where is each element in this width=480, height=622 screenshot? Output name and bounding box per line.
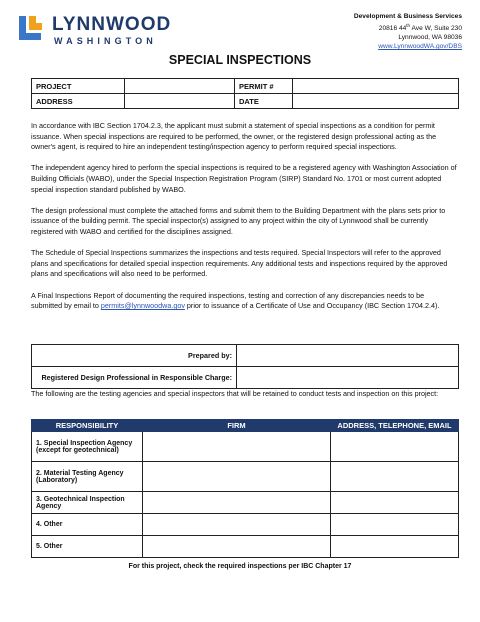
instructions-text [31,121,457,322]
prepared-by-table [31,344,459,389]
paragraph: The design professional must complete the attached forms and submit them to the Building Department with the plans sets prior to issuance of the building permit. The special inspector(s) assigned to any project within the city of Lynnwood shall be currently registered with WABO and certified for the disciplines assigned. [31,205,446,236]
address-telephone-email-field[interactable] [331,432,459,462]
prepared-by-field[interactable] [237,345,459,367]
final-report-text: A Final Inspections Report of documenting the required inspections, testing and correction of any discrepancies needs to be submitted by email to [31,290,425,311]
address-number: 20816 44 [378,25,407,33]
logo-name: LYNNWOOD [52,14,172,35]
department-address [282,21,462,33]
responsibility-table [31,419,459,558]
responsibility-cell [32,462,143,492]
date-label: DATE [235,94,293,109]
table-row [32,536,459,558]
header-responsibility: RESPONSIBILITY [32,420,143,432]
project-label: PROJECT [32,79,125,94]
paragraph: The Schedule of Special Inspections summarizes the inspections and tests required. Special Inspectors will refer to the approved plans and specifications for detailed special inspection requirements. Any additional tests and inspections required by the approved plans and specifications will also need to be performed. [31,248,448,279]
page-title: SPECIAL INSPECTIONS [168,53,312,67]
department-name: Development & Business Services [353,13,462,20]
permit-field[interactable] [293,79,459,94]
responsibility-label: 2. Material Testing Agency [36,469,124,477]
firm-field[interactable] [143,514,331,536]
logo-subtitle: WASHINGTON [54,36,157,46]
table-row [32,492,459,514]
firm-field[interactable] [143,462,331,492]
table-row [32,432,459,462]
table-row [32,462,459,492]
footer-note: For this project, check the required inspections per IBC Chapter 17 [128,563,352,570]
responsibility-label: 1. Special Inspection Agency [36,439,133,447]
firm-field[interactable] [143,492,331,514]
address-telephone-email-field[interactable] [331,536,459,558]
address-telephone-email-field[interactable] [331,492,459,514]
address-street: Ave W, Suite 230 [410,25,462,33]
registered-professional-field[interactable] [237,367,459,389]
project-field[interactable] [125,79,235,94]
registered-professional-label: Registered Design Professional in Responsible Charge: [32,367,237,389]
address-telephone-email-field[interactable] [331,514,459,536]
prepared-by-label: Prepared by: [32,345,237,367]
paragraph: The independent agency hired to perform the special inspections is required to be a registered agency with Washington Association of Building Officials (WABO), under the Special Inspection Registration Program (SIRP) Standard No. 1701 or most current adopted special inspection standard published by WABO. [31,163,457,194]
agencies-intro: The following are the testing agencies and special inspectors that will be retained to conduct tests and inspection on this project: [31,389,439,398]
address-telephone-email-field[interactable] [331,462,459,492]
permits-email-link[interactable]: permits@lynnwoodwa.gov [100,301,185,311]
lynnwood-logo [18,14,178,48]
header-firm: FIRM [143,420,331,432]
responsibility-cell [32,432,143,462]
responsibility-cell: 4. Other [32,514,143,536]
department-city: Lynnwood, WA 98036 [398,34,462,42]
firm-field[interactable] [143,536,331,558]
header-address: ADDRESS, TELEPHONE, EMAIL [331,420,459,432]
responsibility-cell: 5. Other [32,536,143,558]
responsibility-note: (Laboratory) [36,476,78,484]
paragraph: In accordance with IBC Section 1704.2.3, the applicant must submit a statement of special inspections as a condition for permit issuance. When special inspections are required to be performed, the owner, or the registered design professional acting as the owner's agent, is required to hire an independent testing/inspection agency to perform required special inspections. [31,121,437,152]
responsibility-cell: 3. Geotechnical Inspection Agency [32,492,143,514]
final-report-paragraph [31,291,457,312]
project-info-table [31,78,459,109]
department-info [282,12,462,51]
permit-label: PERMIT # [235,79,293,94]
lynnwood-logo-mark-icon [18,14,48,44]
address-field[interactable] [125,94,235,109]
table-row [32,514,459,536]
department-website-link[interactable]: www.LynnwoodWA.gov/DBS [378,43,462,51]
responsibility-note: (except for geotechnical) [36,446,119,454]
firm-field[interactable] [143,432,331,462]
address-label: ADDRESS [32,94,125,109]
final-report-text-end: prior to issuance of a Certificate of Use and Occupancy (IBC Section 1704.2.4). [184,301,440,311]
date-field[interactable] [293,94,459,109]
address-suffix: th [406,23,411,28]
